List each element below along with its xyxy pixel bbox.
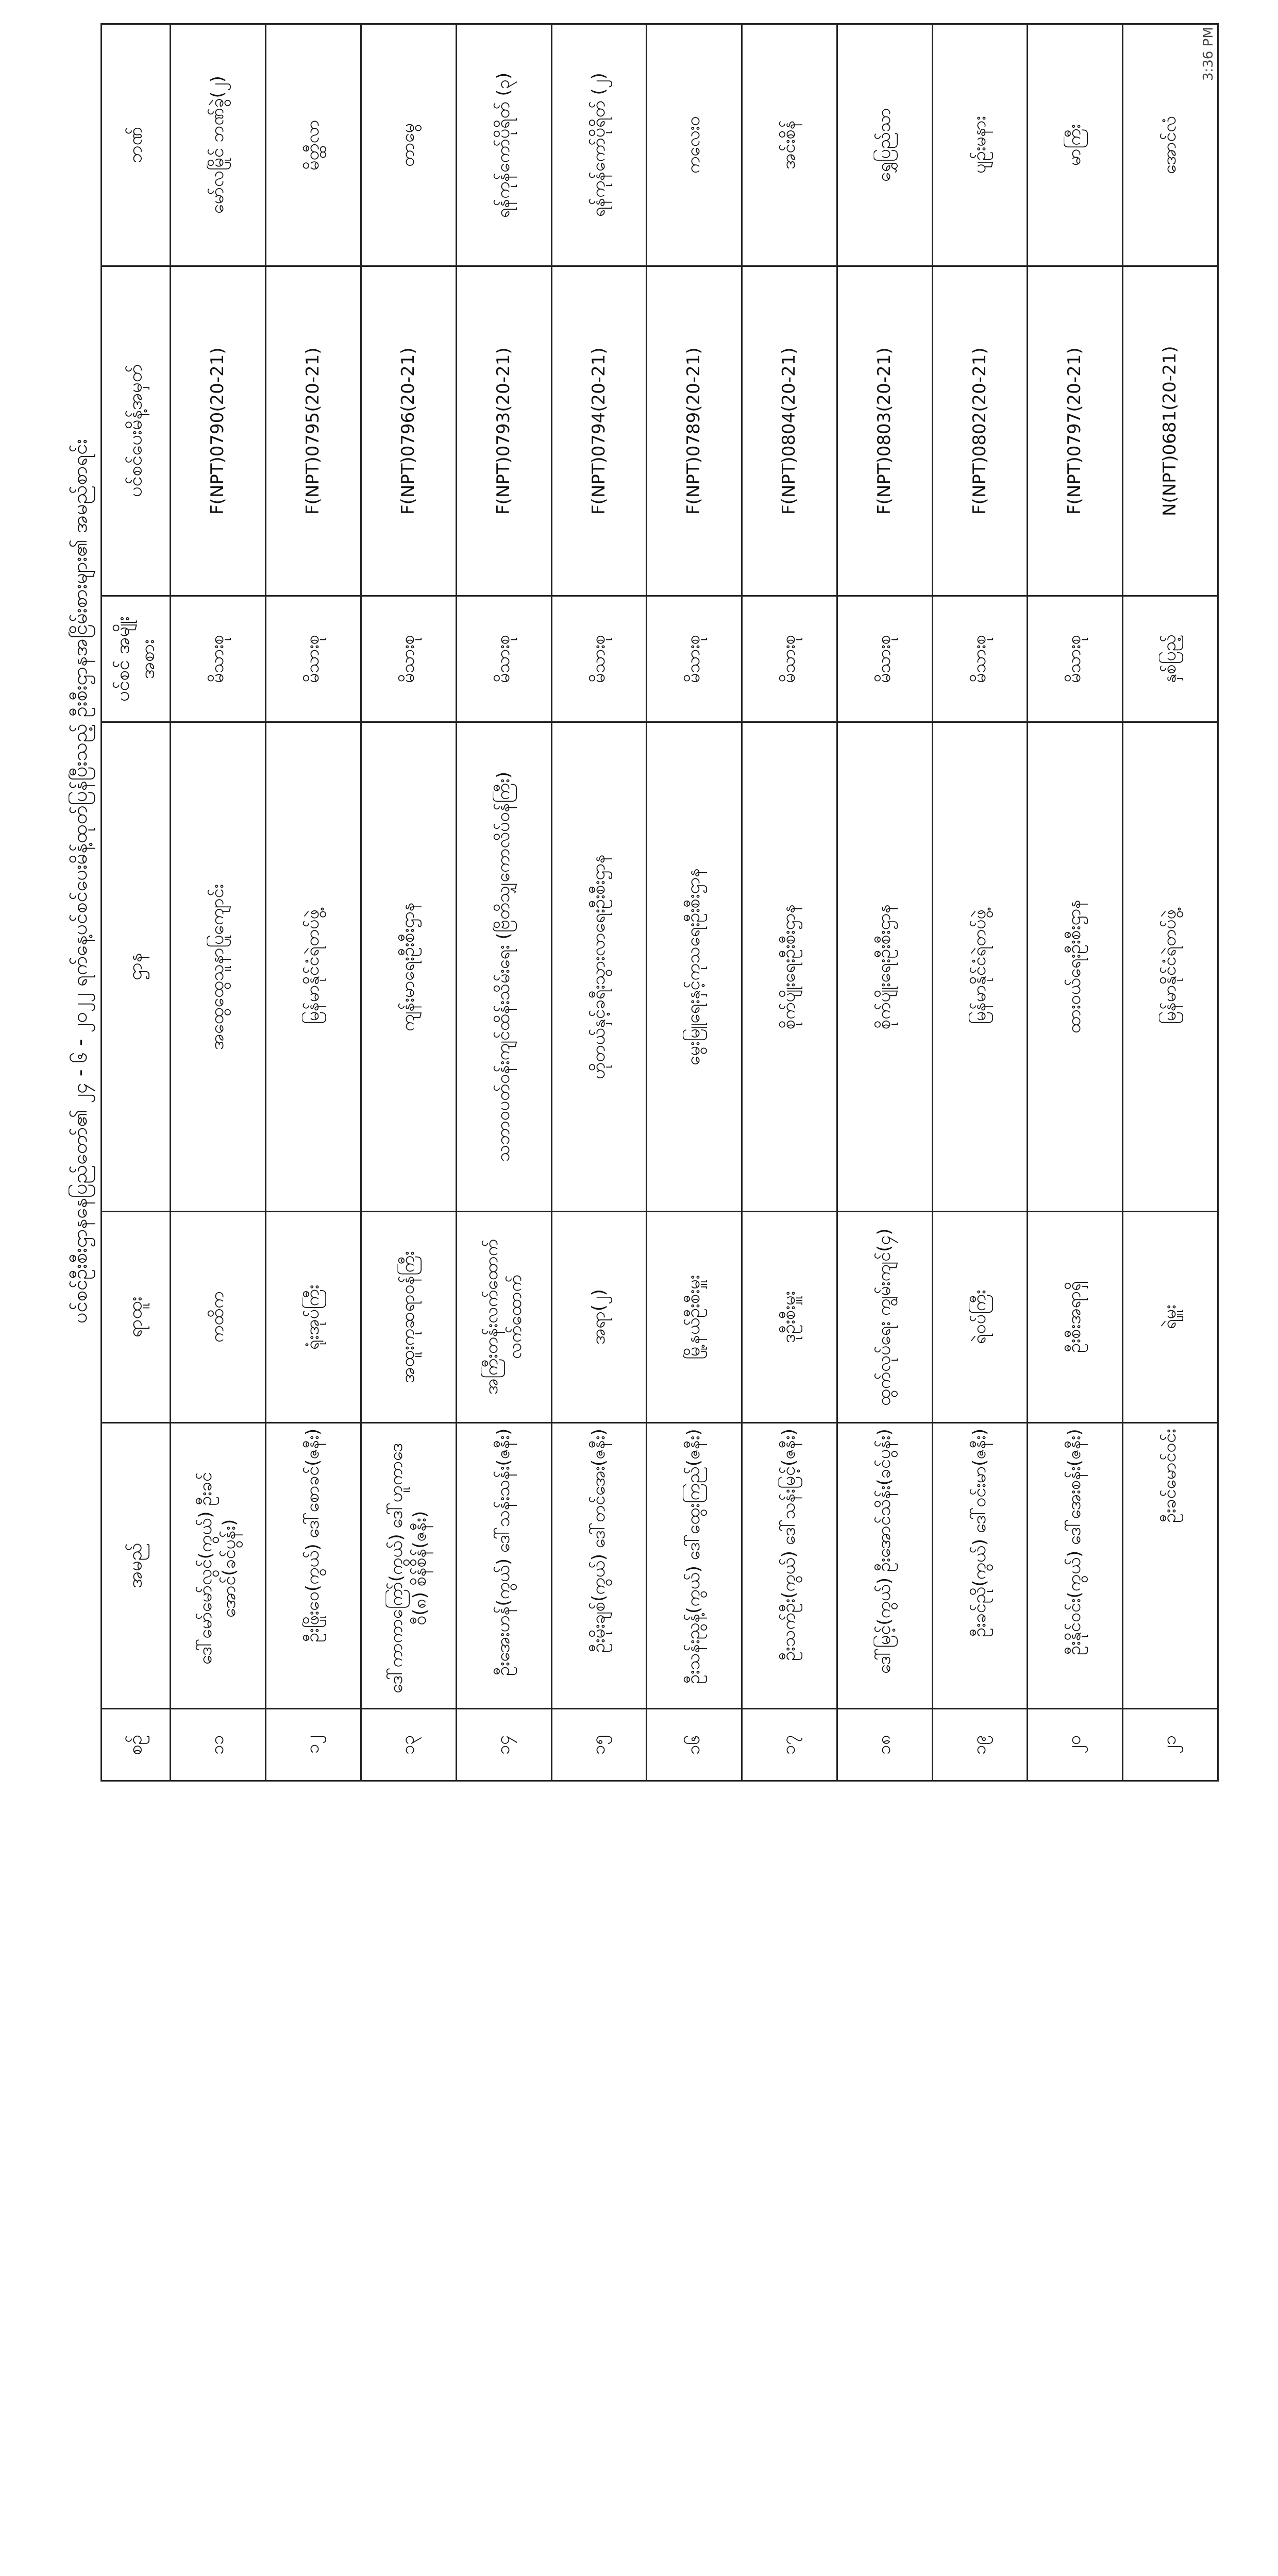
field-row-pension-type	[102, 596, 1218, 722]
table-cell-name	[1123, 1423, 1218, 1709]
table-cell-pension-type	[1028, 596, 1123, 722]
cell-text: ဦးအေးဟန်(ကွယ်) ဒေါ်သန်းသန်း(ဇနီး)	[493, 1429, 514, 1676]
cell-text: ၁၆	[683, 1735, 704, 1755]
table-cell-dept	[1123, 722, 1218, 1212]
cell-text: မိသားစု	[683, 634, 704, 684]
table-cell-rank	[456, 1212, 551, 1423]
cell-text: မိသားစု	[397, 634, 418, 684]
cell-text: မိတ္ထီလာ	[302, 120, 324, 171]
header-label: အမည်	[125, 1543, 146, 1589]
table-cell-no	[456, 1709, 551, 1781]
table-cell-no	[1028, 1709, 1123, 1781]
cell-text: အောင်လံ	[1159, 115, 1181, 175]
cell-text: N(NPT)0681(20-21)	[1159, 346, 1181, 516]
cell-text: မာကြီး	[1064, 124, 1085, 166]
header-label: ပင်စင် အမျိုးအစား	[112, 616, 159, 702]
table-cell-name	[456, 1423, 551, 1709]
cell-text: မိသားစု	[1064, 634, 1085, 684]
table-cell-dept	[647, 722, 742, 1212]
cell-text: F(NPT)0797(20-21)	[1064, 347, 1085, 515]
table-cell-rank	[647, 1212, 742, 1423]
cell-text: သဘာဝပတ်ဝန်းကျင်ထိန်းသိမ်းရေး (ဗြိတိသျှကောလိပ်ဝန်ကြီး)	[493, 771, 514, 1162]
table-cell-pension-type	[837, 596, 932, 722]
header-name	[102, 1423, 171, 1709]
cell-text: အထွေထွေသူနာပြုကျောင်း	[207, 884, 228, 1050]
table-cell-no	[551, 1709, 647, 1781]
cell-text: စိုက်ပျိုးရေးဦးစီးဌာန	[779, 904, 799, 1029]
table-cell-name	[932, 1423, 1028, 1709]
cell-text: ဦးသန်းညွန့်(ကွယ်) ဒေါ်ထွေးကြည်(ဇနီး)	[683, 1429, 704, 1684]
table-cell-rank	[932, 1212, 1028, 1423]
table-cell-no	[837, 1709, 932, 1781]
field-row-order-no	[102, 266, 1218, 596]
header-label: ဌာန	[125, 953, 146, 981]
table-cell-pension-type	[456, 596, 551, 722]
cell-text: မိသားစု	[302, 634, 324, 684]
field-row-dept	[102, 722, 1218, 1212]
cell-text: ၂၁	[1159, 1735, 1181, 1754]
cell-text: ရဲဝပ်ကြီး	[969, 1290, 990, 1345]
table-cell-rank	[1028, 1212, 1123, 1423]
cell-text: F(NPT)0796(20-21)	[397, 347, 418, 515]
table-cell-pension-type	[1123, 596, 1218, 722]
table-cell-pension-type	[647, 596, 742, 722]
table-cell-order-no	[1123, 266, 1218, 596]
cell-text: မြို့နယ်ဦးစီးမှူး	[683, 1275, 704, 1360]
table-cell-rank	[837, 1212, 932, 1423]
table-cell-bank	[647, 24, 742, 266]
cell-text: ဦးခင်ညို(ကွယ်) ဒေါ်ဝင်းမာ(ဇနီး)	[969, 1429, 990, 1638]
field-row-no	[102, 1709, 1218, 1781]
cell-text: ၁၉	[969, 1735, 990, 1755]
cell-text: မော်လမြိုင် ဘဏ်ခွဲ(၂)	[207, 76, 228, 214]
header-no	[102, 1709, 171, 1781]
cell-text: ထားဝယ်ရေးဦးစီးဌာန	[1064, 900, 1085, 1034]
cell-text: ၁၂	[302, 1735, 324, 1754]
table-cell-bank	[837, 24, 932, 266]
table-cell-bank	[932, 24, 1028, 266]
field-row-name	[102, 1423, 1218, 1709]
cell-text: ဟိုတယ်နှင့်ခရီးသွားလာရေးဦးစီးဌာန	[588, 854, 609, 1079]
cell-text: ဒေါ်မြင့်(ကွယ်) ဦးအောင်သိန်း(ခင်ပွန်း)	[873, 1429, 895, 1674]
table-cell-rank	[1123, 1212, 1218, 1423]
timestamp: 3:36 PM	[1201, 27, 1216, 81]
cell-text: အရာ(၂)	[588, 1289, 609, 1345]
cell-text: F(NPT)0790(20-21)	[207, 347, 228, 515]
cell-text: ၁၇	[779, 1735, 799, 1755]
table-cell-dept	[171, 722, 266, 1212]
header-label: ပင်စင်ပေးမိန့်အမှတ်	[125, 364, 146, 498]
table-cell-no	[647, 1709, 742, 1781]
cell-text: အင်းစိန်	[779, 120, 799, 170]
header-bank	[102, 24, 171, 266]
cell-text: F(NPT)0789(20-21)	[683, 347, 704, 515]
cell-text: ရုံးအုပ်ကြီး	[302, 1284, 324, 1350]
header-dept	[102, 722, 171, 1212]
cell-text: F(NPT)0802(20-21)	[969, 347, 990, 515]
table-cell-order-no	[361, 266, 456, 596]
table-cell-dept	[361, 722, 456, 1212]
table-cell-name	[1028, 1423, 1123, 1709]
table-cell-name	[171, 1423, 266, 1709]
cell-text: ကလေးဝ	[683, 116, 704, 174]
table-cell-bank	[361, 24, 456, 266]
cell-text: ရဲမှူး	[1159, 1304, 1181, 1330]
table-cell-order-no	[266, 266, 361, 596]
cell-text: မိသားစု	[873, 634, 895, 684]
cell-text: F(NPT)0793(20-21)	[493, 347, 514, 515]
cell-text: မြန်မာနိုင်ငံရဲတပ်ဖွဲ့	[969, 909, 990, 1024]
table-cell-pension-type	[361, 596, 456, 722]
table-cell-no	[1123, 1709, 1218, 1781]
cell-text: ၁၈	[873, 1735, 895, 1755]
table-cell-name	[742, 1423, 837, 1709]
cell-text: ၁၅	[588, 1735, 609, 1755]
table-cell-name	[647, 1423, 742, 1709]
cell-text: ၁၃	[397, 1735, 418, 1755]
cell-text: ရန်ကုန်ကော်ပိုရိတ် (၂)	[588, 73, 609, 217]
header-order-no	[102, 266, 171, 596]
field-row-rank	[102, 1212, 1218, 1423]
table-cell-dept	[742, 722, 837, 1212]
cell-text: F(NPT)0804(20-21)	[779, 347, 799, 515]
pension-table-container	[100, 23, 1219, 1780]
table-cell-name	[361, 1423, 456, 1709]
cell-text: ဦးခင်မောင်ဝင်း	[1159, 1429, 1181, 1523]
table-cell-order-no	[1028, 266, 1123, 596]
table-cell-bank	[1028, 24, 1123, 266]
cell-text: ပျဉ်းမနား	[969, 116, 990, 174]
table-cell-bank	[742, 24, 837, 266]
table-cell-rank	[551, 1212, 647, 1423]
table-cell-order-no	[171, 266, 266, 596]
header-label: ဘဏ်	[125, 127, 146, 163]
cell-text: ဦးနိုင်ဝင်း(ကွယ်) ဒေါ်အေးစန်း(ဇနီး)	[1064, 1429, 1085, 1655]
table-cell-order-no	[837, 266, 932, 596]
table-cell-rank	[742, 1212, 837, 1423]
cell-text: ဦးစီးအရာရှိ	[1064, 1281, 1085, 1353]
table-cell-rank	[361, 1212, 456, 1423]
table-cell-rank	[266, 1212, 361, 1423]
pension-table	[100, 23, 1219, 1782]
table-cell-pension-type	[551, 596, 647, 722]
table-cell-bank	[266, 24, 361, 266]
table-cell-order-no	[456, 266, 551, 596]
table-cell-no	[361, 1709, 456, 1781]
table-cell-order-no	[742, 266, 837, 596]
table-cell-name	[837, 1423, 932, 1709]
cell-text: ရန်ကုန်ကော်ပိုရိတ် (၃)	[493, 72, 514, 218]
cell-text: ဦးမိုးချစ်(ကွယ်) ဒေါ်တင်အေး(ဇနီး)	[588, 1429, 609, 1653]
cell-text: F(NPT)0795(20-21)	[302, 347, 324, 515]
table-cell-dept	[932, 722, 1028, 1212]
cell-text: ဒေါ်ကာကာကြော်(ကွယ်) ဒေါ်ဟူကာဒေဝီ(၈) စိန်စိန်(ဇနီး)	[385, 1443, 430, 1693]
cell-text: ကထိက	[207, 1291, 228, 1343]
table-cell-name	[551, 1423, 647, 1709]
table-cell-pension-type	[266, 596, 361, 722]
cell-text: မိသားစု	[588, 634, 609, 684]
table-cell-dept	[1028, 722, 1123, 1212]
table-cell-pension-type	[742, 596, 837, 722]
table-cell-bank	[456, 24, 551, 266]
table-cell-dept	[551, 722, 647, 1212]
table-cell-bank	[1123, 24, 1218, 266]
table-cell-dept	[266, 722, 361, 1212]
table-cell-bank	[171, 24, 266, 266]
table-cell-order-no	[551, 266, 647, 596]
field-row-bank	[102, 24, 1218, 266]
cell-text: နှစ်ပြည့်	[1159, 634, 1181, 684]
cell-text: ၁၄	[493, 1735, 514, 1755]
header-rank	[102, 1212, 171, 1423]
cell-text: စိုက်ပျိုးရေးဦးစီးဌာန	[873, 904, 895, 1029]
cell-text: တာမွေ	[397, 123, 418, 167]
table-cell-no	[932, 1709, 1028, 1781]
table-cell-order-no	[932, 266, 1028, 596]
header-pension-type	[102, 596, 171, 722]
cell-text: မြန်မာနိုင်ငံရဲတပ်ဖွဲ့	[1159, 909, 1181, 1024]
page-title: ပင်စင်ဦးစီးဌာနနေပြည်တော်၏ ၂၄ - ၆ - ၂၀၂၂ ရက်နေ့ပင်စင်ပေးမိန့်ထုတ်ပြန်ပြီးသည့် ဦးစီးဌာနအငြိမ်းစားများ၏ အမည်စာရင်း	[69, 438, 91, 1324]
table-cell-dept	[456, 722, 551, 1212]
cell-text: ဦးသက်ဦး(ကွယ်) ဒေါ်သန်းမြင့်(ဇနီး)	[779, 1429, 799, 1662]
cell-text: ရွှေပြည်သာ	[873, 108, 895, 182]
table-cell-rank	[171, 1212, 266, 1423]
cell-text: ၁၁	[207, 1735, 228, 1755]
header-label: စဉ်	[125, 1734, 146, 1755]
cell-text: F(NPT)0803(20-21)	[873, 347, 895, 515]
cell-text: အထူးကုဆရာဝန်ကြီး	[397, 1251, 418, 1383]
cell-text: ဦးဖြိုးဝေ(ကွယ်) ဒေါ်စောခင်(ဇနီး)	[302, 1429, 324, 1643]
cell-text: မိသားစု	[207, 634, 228, 684]
table-cell-bank	[551, 24, 647, 266]
table-cell-no	[742, 1709, 837, 1781]
cell-text: မွေးမြူရေးနှင့်ကုသရေးဦးစီးဌာန	[683, 868, 704, 1065]
table-cell-pension-type	[932, 596, 1028, 722]
cell-text: F(NPT)0794(20-21)	[588, 347, 609, 515]
cell-text: မိသားစု	[969, 634, 990, 684]
cell-text: မြန်မာနိုင်ငံရဲတပ်ဖွဲ့	[302, 909, 324, 1024]
table-cell-pension-type	[171, 596, 266, 722]
cell-text: ဒုဦးစီးမှူး	[779, 1291, 799, 1344]
table-cell-dept	[837, 722, 932, 1212]
table-cell-no	[266, 1709, 361, 1781]
cell-text: အကြီးတန်းလက်ထောက် လက်ထောက်	[481, 1239, 526, 1395]
header-label: ရာထူး	[125, 1296, 146, 1338]
cell-text: ဒေါ်မော်မော်လွင်(ကွယ်) ဦးခင်အောင်(ခင်ပွန်း)	[195, 1472, 240, 1665]
cell-text: မိသားစု	[493, 634, 514, 684]
cell-text: ကျန်းမာရေးဦးစီးဌာန	[397, 902, 418, 1031]
cell-text: ထွက်လုပ်ရေး ကျွမ်းကျင်(၄)	[873, 1228, 895, 1406]
table-cell-no	[171, 1709, 266, 1781]
cell-text: ၂၀	[1064, 1735, 1085, 1754]
table-cell-name	[266, 1423, 361, 1709]
table-cell-order-no	[647, 266, 742, 596]
cell-text: မိသားစု	[779, 634, 799, 684]
